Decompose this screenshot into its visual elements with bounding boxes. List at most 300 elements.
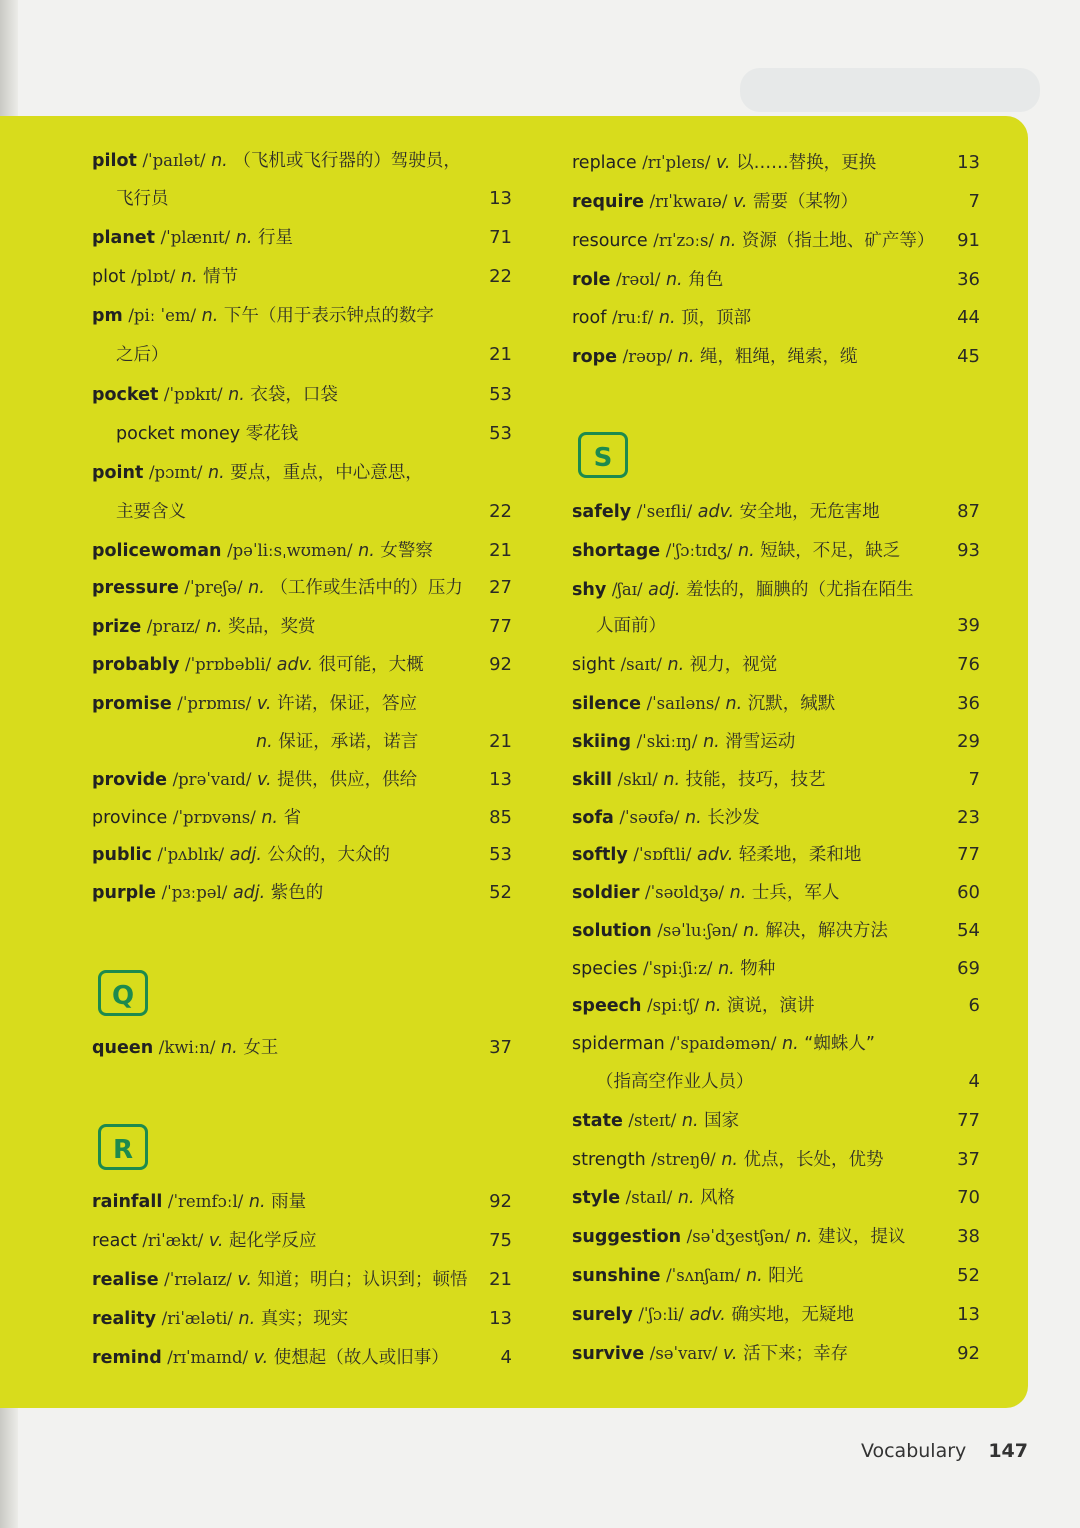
vocab-entry <box>92 180 512 218</box>
entry-definition: 人面前） <box>596 616 666 636</box>
entry-part-of-speech: n. <box>248 578 265 598</box>
entry-page-number: 54 <box>957 920 980 941</box>
section-letter-s: S <box>578 432 628 478</box>
vocab-entry <box>572 299 980 337</box>
entry-pronunciation: /səˈvaɪv/ <box>649 1344 718 1363</box>
entry-definition: 很可能，大概 <box>318 655 424 675</box>
entry-part-of-speech: adv. <box>689 1305 726 1325</box>
entry-word: surely <box>572 1305 633 1325</box>
entry-part-of-speech: n. <box>743 921 760 941</box>
entry-word: require <box>572 192 644 212</box>
vocab-entry <box>92 723 512 761</box>
entry-page-number: 45 <box>957 346 980 367</box>
vocab-entry <box>572 493 980 531</box>
entry-word: plot <box>92 267 126 287</box>
vocab-entry <box>92 685 512 723</box>
entry-page-number: 13 <box>957 1304 980 1325</box>
entry-page-number: 21 <box>489 1269 512 1290</box>
entry-page-number: 77 <box>957 844 980 865</box>
entry-part-of-speech: adj. <box>232 883 266 903</box>
entry-definition: 资源（指土地、矿产等） <box>741 231 935 251</box>
entry-pronunciation: /ˈprɒvəns/ <box>172 808 256 827</box>
vocab-entry <box>572 1257 980 1295</box>
entry-definition: 女王 <box>243 1038 279 1058</box>
entry-pronunciation: /rɪˈpleɪs/ <box>642 153 711 172</box>
entry-page-number: 76 <box>957 654 980 675</box>
vocab-entry <box>572 571 980 609</box>
entry-word: soldier <box>572 883 640 903</box>
entry-page-number: 53 <box>489 384 512 405</box>
entry-word: sunshine <box>572 1266 661 1286</box>
entry-definition: 长沙发 <box>707 808 760 828</box>
entry-part-of-speech: n. <box>358 541 375 561</box>
entry-page-number: 87 <box>957 501 980 522</box>
entry-pronunciation: /ʃaɪ/ <box>611 580 643 599</box>
entry-part-of-speech: n. <box>205 617 223 637</box>
entry-word: realise <box>92 1270 159 1290</box>
vocab-entry <box>92 1300 512 1338</box>
entry-pronunciation: /ˈplænɪt/ <box>160 228 231 247</box>
entry-pronunciation: /ˈʃɔːli/ <box>638 1305 684 1324</box>
entry-word: skill <box>572 770 613 790</box>
entry-definition: 飞行员 <box>116 189 169 209</box>
entry-part-of-speech: adv. <box>276 655 314 675</box>
entry-pronunciation: /staɪl/ <box>625 1188 673 1207</box>
entry-page-number: 7 <box>968 191 980 212</box>
entry-definition: 技能，技巧，技艺 <box>685 770 826 790</box>
entry-word: province <box>92 808 168 828</box>
entry-part-of-speech: n. <box>677 347 695 367</box>
entry-definition: 建议，提议 <box>817 1227 906 1247</box>
entry-page-number: 60 <box>957 882 980 903</box>
vocab-entry <box>572 874 980 912</box>
entry-part-of-speech: v. <box>723 1344 738 1364</box>
vocab-entry <box>572 761 980 799</box>
entry-word: purple <box>92 883 157 903</box>
entry-page-number: 6 <box>968 995 980 1016</box>
entry-part-of-speech: adj. <box>229 845 262 865</box>
entry-part-of-speech: n. <box>729 883 747 903</box>
entry-page-number: 4 <box>500 1347 512 1368</box>
entry-word: speech <box>572 996 642 1016</box>
entry-pronunciation: /ˈpreʃə/ <box>184 578 243 597</box>
entry-word: queen <box>92 1038 154 1058</box>
entry-page-number: 93 <box>957 540 980 561</box>
vocab-entry <box>92 836 512 874</box>
entry-definition: （飞机或飞行器的）驾驶员， <box>233 151 461 171</box>
vocab-entry <box>572 723 980 761</box>
vocab-entry <box>92 415 512 453</box>
entry-pronunciation: /prəˈvaɪd/ <box>172 770 252 789</box>
vocab-entry <box>572 646 980 684</box>
entry-pronunciation: /ruːf/ <box>611 308 654 327</box>
entry-pronunciation: /riˈæləti/ <box>161 1309 233 1328</box>
entry-part-of-speech: v. <box>256 694 272 714</box>
entry-page-number: 85 <box>489 807 512 828</box>
vocab-entry <box>92 336 512 374</box>
vocab-entry <box>92 1339 512 1377</box>
entry-definition: 优点，长处，优势 <box>743 1150 884 1170</box>
entry-page-number: 23 <box>957 807 980 828</box>
entry-word: rainfall <box>92 1192 163 1212</box>
entry-page-number: 7 <box>968 769 980 790</box>
entry-word: pocket money <box>116 424 241 444</box>
vocab-entry <box>92 493 512 531</box>
entry-word: policewoman <box>92 541 222 561</box>
entry-definition: 零花钱 <box>245 424 299 444</box>
entry-page-number: 52 <box>957 1265 980 1286</box>
vocab-entry <box>572 1218 980 1256</box>
entry-definition: 安全地，无危害地 <box>739 502 880 522</box>
entry-part-of-speech: v. <box>257 770 272 790</box>
entry-page-number: 92 <box>489 654 512 675</box>
entry-part-of-speech: v. <box>716 153 731 173</box>
vocab-entry <box>572 1141 980 1179</box>
entry-word: safely <box>572 502 632 522</box>
entry-word: spiderman <box>572 1034 665 1054</box>
vocab-entry <box>92 532 512 570</box>
entry-definition: 角色 <box>688 270 724 290</box>
entry-page-number: 22 <box>489 501 512 522</box>
entry-definition: 知道；明白；认识到；顿悟 <box>257 1270 468 1290</box>
entry-pronunciation: /riˈækt/ <box>142 1231 204 1250</box>
entry-page-number: 38 <box>957 1226 980 1247</box>
entry-page-number: 92 <box>957 1343 980 1364</box>
entry-pronunciation: /rəʊp/ <box>622 347 673 366</box>
entry-part-of-speech: n. <box>782 1034 799 1054</box>
vocab-entry <box>572 144 980 182</box>
entry-part-of-speech: n. <box>737 541 755 561</box>
vocab-entry <box>92 376 512 414</box>
entry-definition: 之后） <box>116 345 169 365</box>
entry-part-of-speech: n. <box>703 732 720 752</box>
entry-definition: 提供，供应，供给 <box>277 770 418 790</box>
vocabulary-panel <box>0 116 1028 1408</box>
top-smudge <box>740 68 1040 112</box>
entry-word: promise <box>92 694 172 714</box>
entry-part-of-speech: v. <box>732 192 748 212</box>
entry-definition: （指高空作业人员） <box>596 1072 754 1092</box>
vocab-entry <box>92 799 512 837</box>
entry-pronunciation: /ˈreɪnfɔːl/ <box>167 1192 244 1211</box>
entry-definition: 物种 <box>740 959 776 979</box>
entry-definition: 确实地，无疑地 <box>731 1305 854 1325</box>
entry-word: planet <box>92 228 156 248</box>
entry-word: replace <box>572 153 637 173</box>
entry-page-number: 36 <box>957 269 980 290</box>
entry-definition: 士兵，军人 <box>751 883 840 903</box>
entry-page-number: 36 <box>957 693 980 714</box>
entry-definition: 主要含义 <box>116 502 186 522</box>
vocab-entry <box>572 1335 980 1373</box>
entry-part-of-speech: n. <box>746 1266 763 1286</box>
entry-part-of-speech: v. <box>237 1270 252 1290</box>
entry-page-number: 44 <box>957 307 980 328</box>
entry-definition: 活下来；幸存 <box>743 1344 849 1364</box>
entry-word: style <box>572 1188 621 1208</box>
entry-definition: 行星 <box>257 228 293 248</box>
entry-pronunciation: /səˈluːʃən/ <box>657 921 738 940</box>
vocab-entry <box>572 912 980 950</box>
entry-definition: 国家 <box>704 1111 740 1131</box>
entry-pronunciation: /skɪl/ <box>617 770 658 789</box>
entry-word: public <box>92 845 152 865</box>
entry-part-of-speech: n. <box>208 463 225 483</box>
entry-word: shortage <box>572 541 661 561</box>
entry-page-number: 70 <box>957 1187 980 1208</box>
entry-page-number: 29 <box>957 731 980 752</box>
entry-part-of-speech: n. <box>677 1188 695 1208</box>
entry-part-of-speech: n. <box>667 655 685 675</box>
vocab-entry <box>92 219 512 257</box>
entry-definition: 衣袋，口袋 <box>250 385 338 405</box>
entry-part-of-speech: n. <box>685 808 702 828</box>
vocab-entry <box>92 1183 512 1221</box>
entry-word: sofa <box>572 808 614 828</box>
vocab-entry <box>572 1025 980 1063</box>
vocab-entry <box>572 799 980 837</box>
entry-pronunciation: /praɪz/ <box>146 617 201 636</box>
vocab-entry <box>572 1296 980 1334</box>
entry-part-of-speech: n. <box>261 808 278 828</box>
entry-page-number: 77 <box>489 616 512 637</box>
vocab-entry <box>572 261 980 299</box>
entry-word: roof <box>572 308 607 328</box>
entry-pronunciation: /ˈpʌblɪk/ <box>157 845 225 864</box>
entry-part-of-speech: n. <box>221 1038 238 1058</box>
entry-definition: 需要（某物） <box>753 192 859 212</box>
entry-part-of-speech: n. <box>256 732 273 752</box>
entry-definition: 解决，解决方法 <box>765 921 888 941</box>
section-letter-r: R <box>98 1124 148 1170</box>
entry-definition: 真实；现实 <box>260 1309 349 1329</box>
entry-pronunciation: /ˈpaɪlət/ <box>142 151 206 170</box>
entry-pronunciation: /ˈprɒbəbli/ <box>185 655 272 674</box>
entry-pronunciation: /piː ˈem/ <box>128 306 197 325</box>
entry-page-number: 37 <box>489 1037 512 1058</box>
entry-word: role <box>572 270 611 290</box>
entry-definition: 羞怯的，腼腆的（尤指在陌生 <box>686 580 914 600</box>
entry-word: pilot <box>92 151 137 171</box>
entry-word: survive <box>572 1344 645 1364</box>
entry-word: sight <box>572 655 616 675</box>
entry-pronunciation: /ˈseɪfli/ <box>636 502 693 521</box>
vocab-entry <box>92 142 512 180</box>
entry-pronunciation: /rɪˈmaɪnd/ <box>167 1348 249 1367</box>
entry-pronunciation: /ˈspiːʃiːz/ <box>642 959 713 978</box>
vocab-entry <box>572 1179 980 1217</box>
vocab-entry <box>92 874 512 912</box>
vocab-entry <box>572 338 980 376</box>
entry-definition: 下午（用于表示钟点的数字 <box>223 306 434 326</box>
entry-page-number: 21 <box>489 540 512 561</box>
entry-part-of-speech: v. <box>208 1231 224 1251</box>
vocab-entry <box>92 569 512 607</box>
vocab-entry <box>572 685 980 723</box>
entry-definition: 保证，承诺，诺言 <box>278 732 419 752</box>
entry-page-number: 22 <box>489 266 512 287</box>
entry-definition: 公众的，大众的 <box>267 845 391 865</box>
entry-part-of-speech: n. <box>718 959 735 979</box>
entry-pronunciation: /rɪˈkwaɪə/ <box>649 192 728 211</box>
entry-definition: 轻柔地，柔和地 <box>738 845 862 865</box>
entry-pronunciation: /rəʊl/ <box>616 270 661 289</box>
entry-definition: 绳，粗绳，绳索，缆 <box>700 347 858 367</box>
entry-pronunciation: /saɪt/ <box>620 655 662 674</box>
entry-definition: 滑雪运动 <box>725 732 796 752</box>
vocab-entry <box>572 987 980 1025</box>
vocab-entry <box>572 607 980 645</box>
entry-part-of-speech: n. <box>681 1111 699 1131</box>
entry-pronunciation: /ˈpɜːpəl/ <box>161 883 228 902</box>
entry-part-of-speech: n. <box>228 385 245 405</box>
vocab-entry <box>572 532 980 570</box>
section-letter-q: Q <box>98 970 148 1016</box>
entry-page-number: 52 <box>489 882 512 903</box>
footer-title: Vocabulary <box>860 1440 967 1462</box>
entry-pronunciation: /ˈsɒftli/ <box>633 845 692 864</box>
entry-word: species <box>572 959 638 979</box>
entry-definition: 视力，视觉 <box>689 655 778 675</box>
entry-page-number: 71 <box>489 227 512 248</box>
vocab-entry <box>572 1063 980 1101</box>
entry-page-number: 39 <box>957 615 980 636</box>
entry-pronunciation: /ˈsaɪləns/ <box>646 694 720 713</box>
entry-page-number: 53 <box>489 423 512 444</box>
vocab-entry <box>92 1261 512 1299</box>
entry-part-of-speech: n. <box>238 1309 256 1329</box>
vocab-entry <box>92 761 512 799</box>
entry-page-number: 21 <box>489 731 512 752</box>
entry-definition: 要点，重点，中心意思， <box>230 463 423 483</box>
entry-part-of-speech: n. <box>719 231 737 251</box>
entry-word: provide <box>92 770 167 790</box>
entry-part-of-speech: n. <box>211 151 228 171</box>
entry-page-number: 13 <box>489 188 512 209</box>
entry-pronunciation: /spiːtʃ/ <box>647 996 700 1015</box>
entry-page-number: 75 <box>489 1230 512 1251</box>
entry-part-of-speech: n. <box>248 1192 266 1212</box>
entry-page-number: 13 <box>957 152 980 173</box>
entry-definition: 省 <box>283 808 302 828</box>
entry-page-number: 13 <box>489 1308 512 1329</box>
entry-word: resource <box>572 231 648 251</box>
entry-definition: 紫色的 <box>270 883 324 903</box>
entry-pronunciation: /steɪt/ <box>628 1111 677 1130</box>
entry-definition: 起化学反应 <box>229 1231 317 1251</box>
entry-pronunciation: /ˈrɪəlaɪz/ <box>164 1270 232 1289</box>
entry-definition: 奖品，奖赏 <box>228 617 316 637</box>
entry-definition: 顶，顶部 <box>681 308 752 328</box>
entry-part-of-speech: n. <box>658 308 676 328</box>
entry-pronunciation: /ˈprɒmɪs/ <box>177 694 252 713</box>
entry-definition: 短缺，不足，缺乏 <box>760 541 901 561</box>
entry-word: prize <box>92 617 142 637</box>
entry-pronunciation: /pəˈliːsˌwʊmən/ <box>227 541 353 560</box>
entry-part-of-speech: adv. <box>697 502 735 522</box>
entry-definition: （工作或生活中的）压力 <box>270 578 463 598</box>
vocab-entry <box>572 950 980 988</box>
entry-part-of-speech: adv. <box>696 845 734 865</box>
entry-part-of-speech: n. <box>235 228 253 248</box>
entry-page-number: 13 <box>489 769 512 790</box>
entry-page-number: 69 <box>957 958 980 979</box>
entry-part-of-speech: n. <box>795 1227 813 1247</box>
entry-pronunciation: /ˈskiːɪŋ/ <box>636 732 698 751</box>
entry-definition: 阳光 <box>768 1266 804 1286</box>
entry-pronunciation: /ˈpɒkɪt/ <box>163 385 223 404</box>
entry-word: solution <box>572 921 652 941</box>
entry-part-of-speech: v. <box>253 1348 269 1368</box>
entry-word: state <box>572 1111 623 1131</box>
entry-word: react <box>92 1231 137 1251</box>
entry-word: silence <box>572 694 641 714</box>
entry-word: strength <box>572 1150 646 1170</box>
footer-page-number: 147 <box>988 1440 1028 1462</box>
entry-definition: 风格 <box>700 1188 736 1208</box>
vocab-entry <box>92 1029 512 1067</box>
vocab-entry <box>92 608 512 646</box>
entry-word: suggestion <box>572 1227 682 1247</box>
vocab-entry <box>572 836 980 874</box>
entry-part-of-speech: n. <box>721 1150 738 1170</box>
vocab-entry <box>572 183 980 221</box>
entry-pronunciation: /ˈʃɔːtɪdʒ/ <box>665 541 733 560</box>
entry-definition: 情节 <box>203 267 239 287</box>
entry-word: rope <box>572 347 618 367</box>
entry-pronunciation: /rɪˈzɔːs/ <box>653 231 715 250</box>
entry-word: softly <box>572 845 628 865</box>
entry-pronunciation: /ˈsəʊfə/ <box>619 808 680 827</box>
page-footer <box>861 1440 1028 1462</box>
entry-page-number: 92 <box>489 1191 512 1212</box>
entry-pronunciation: /pɔɪnt/ <box>148 463 203 482</box>
vocab-entry <box>572 222 980 260</box>
entry-part-of-speech: n. <box>663 770 681 790</box>
entry-definition: 使想起（故人或旧事） <box>273 1348 449 1368</box>
entry-part-of-speech: n. <box>201 306 219 326</box>
entry-pronunciation: /streŋθ/ <box>651 1150 716 1169</box>
entry-word: skiing <box>572 732 632 752</box>
entry-word: pm <box>92 306 123 326</box>
entry-pronunciation: /plɒt/ <box>131 267 176 286</box>
entry-pronunciation: /ˈsəʊldʒə/ <box>645 883 725 902</box>
entry-page-number: 27 <box>489 577 512 598</box>
entry-pronunciation: /ˈsʌnʃaɪn/ <box>666 1266 741 1285</box>
entry-word: probably <box>92 655 180 675</box>
entry-page-number: 37 <box>957 1149 980 1170</box>
entry-word: pressure <box>92 578 179 598</box>
entry-page-number: 77 <box>957 1110 980 1131</box>
entry-page-number: 91 <box>957 230 980 251</box>
entry-word: reality <box>92 1309 157 1329</box>
vocab-entry <box>572 1102 980 1140</box>
entry-page-number: 21 <box>489 344 512 365</box>
entry-page-number: 4 <box>968 1071 980 1092</box>
entry-definition: 许诺，保证，答应 <box>277 694 417 714</box>
vocab-entry <box>92 454 512 492</box>
entry-part-of-speech: adj. <box>648 580 681 600</box>
entry-word: point <box>92 463 144 483</box>
entry-definition: 以……替换，更换 <box>736 153 877 173</box>
entry-definition: 女警察 <box>380 541 433 561</box>
entry-pronunciation: /kwiːn/ <box>158 1038 216 1057</box>
entry-part-of-speech: n. <box>704 996 722 1016</box>
vocab-entry <box>92 258 512 296</box>
entry-word: shy <box>572 580 607 600</box>
entry-part-of-speech: n. <box>725 694 743 714</box>
vocab-entry <box>92 646 512 684</box>
